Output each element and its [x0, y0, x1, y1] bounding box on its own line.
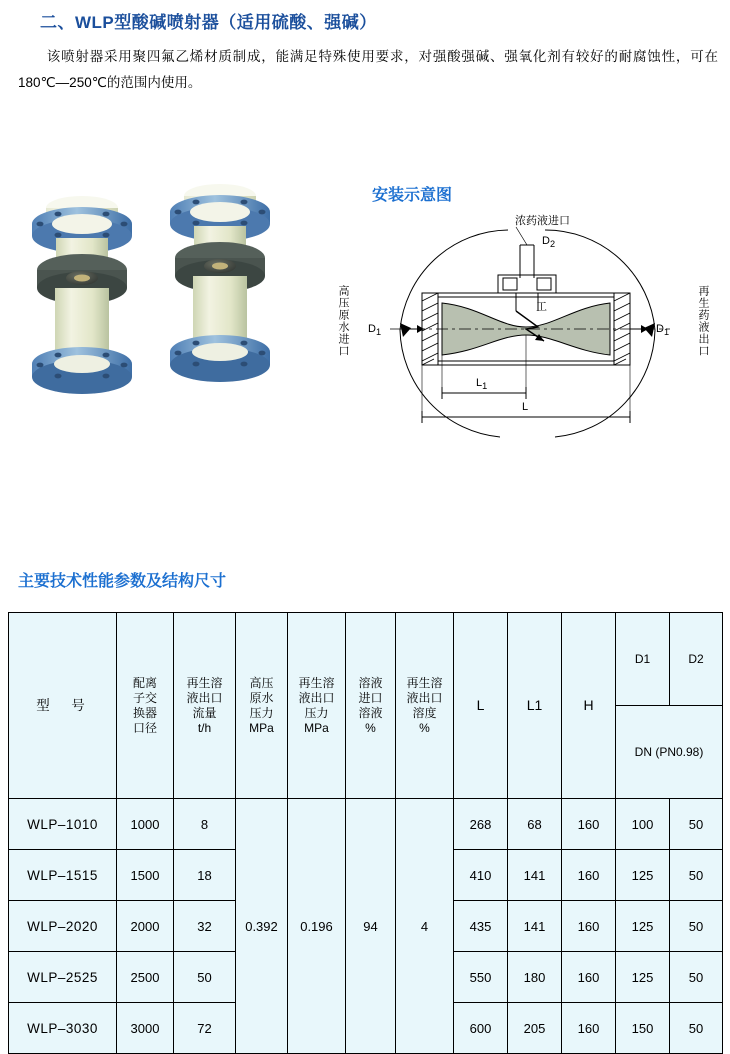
- header-dn: DN (PN0.98): [616, 706, 723, 799]
- label-left-dim-letter: D: [368, 323, 376, 335]
- cell-model: WLP–2525: [9, 952, 117, 1003]
- cell-L: 410: [454, 850, 508, 901]
- table-title: 主要技术性能参数及结构尺寸: [18, 573, 227, 590]
- cell-model: WLP–1515: [9, 850, 117, 901]
- cell-bore: 2500: [117, 952, 174, 1003]
- cell-L1: 141: [508, 850, 562, 901]
- table-header-row: [9, 613, 723, 706]
- header-model: 型 号: [9, 613, 117, 799]
- cell-bore: 2000: [117, 901, 174, 952]
- cell-L1: 180: [508, 952, 562, 1003]
- cell-bore: 1500: [117, 850, 174, 901]
- label-length-l1-letter: L: [476, 377, 483, 389]
- header-H: H: [562, 613, 616, 799]
- specification-table: [8, 612, 723, 1054]
- header-regen-conc: 再生溶 液出口 溶度 %: [396, 613, 454, 799]
- product-photo-illustration: [10, 178, 310, 448]
- cell-L: 600: [454, 1003, 508, 1054]
- cell-flow: 18: [174, 850, 236, 901]
- installation-diagram: [330, 215, 725, 455]
- cell-H: 160: [562, 952, 616, 1003]
- cell-model: WLP–1010: [9, 799, 117, 850]
- cell-regen-press: 0.196: [288, 799, 346, 1054]
- cell-regen-conc: 4: [396, 799, 454, 1054]
- cell-flow: 8: [174, 799, 236, 850]
- label-right-dim-letter: D: [656, 323, 664, 335]
- cell-hp-water: 0.392: [236, 799, 288, 1054]
- label-left-dim-sub: 1: [375, 327, 382, 338]
- cell-D1: 125: [616, 850, 670, 901]
- label-top-inlet-dim: [542, 235, 555, 251]
- header-solution-in: 溶液 进口 溶液 %: [346, 613, 396, 799]
- header-bore: 配离 子交 换器 口径: [117, 613, 174, 799]
- cell-model: WLP–3030: [9, 1003, 117, 1054]
- cell-D2: 50: [670, 952, 723, 1003]
- cell-bore: 3000: [117, 1003, 174, 1054]
- cell-H: 160: [562, 901, 616, 952]
- label-length-l1: [476, 377, 487, 393]
- cell-D2: 50: [670, 850, 723, 901]
- label-left-dim: [368, 323, 381, 339]
- label-top-inlet: 浓药液进口: [515, 215, 570, 227]
- header-regen-press: 再生溶 液出口 压力 MPa: [288, 613, 346, 799]
- diagram-title: 安装示意图: [372, 187, 453, 204]
- cell-D1: 100: [616, 799, 670, 850]
- cell-L1: 68: [508, 799, 562, 850]
- intro-paragraph: [18, 44, 718, 96]
- cell-D1: 125: [616, 952, 670, 1003]
- cell-flow: 72: [174, 1003, 236, 1054]
- cell-L1: 205: [508, 1003, 562, 1054]
- label-length-l: L: [522, 401, 529, 413]
- cell-flow: 32: [174, 901, 236, 952]
- cell-L1: 141: [508, 901, 562, 952]
- cell-flow: 50: [174, 952, 236, 1003]
- label-right-outlet: 再生药液出口: [697, 285, 709, 357]
- header-D1: D1: [616, 613, 670, 706]
- cell-bore: 1000: [117, 799, 174, 850]
- cell-D2: 50: [670, 799, 723, 850]
- label-top-inlet-dim-sub: 2: [549, 239, 556, 250]
- cell-L: 550: [454, 952, 508, 1003]
- cell-D2: 50: [670, 901, 723, 952]
- label-right-dim-sub: 1: [663, 327, 670, 338]
- header-regen-flow: 再生溶 液出口 流量 t/h: [174, 613, 236, 799]
- cell-H: 160: [562, 850, 616, 901]
- label-left-inlet: 高压原水进口: [337, 285, 349, 357]
- cell-D1: 150: [616, 1003, 670, 1054]
- cell-model: WLP–2020: [9, 901, 117, 952]
- cell-H: 160: [562, 799, 616, 850]
- header-L: L: [454, 613, 508, 799]
- table-row: [9, 799, 723, 850]
- cell-H: 160: [562, 1003, 616, 1054]
- label-top-inlet-dim-letter: D: [542, 235, 550, 247]
- product-photo: [10, 178, 310, 448]
- page-title: 二、WLP型酸碱喷射器（适用硫酸、强碱）: [40, 13, 377, 32]
- cell-L: 435: [454, 901, 508, 952]
- header-hp-water: 高压 原水 压力 MPa: [236, 613, 288, 799]
- cell-D1: 125: [616, 901, 670, 952]
- cell-solution-in: 94: [346, 799, 396, 1054]
- header-L1: L1: [508, 613, 562, 799]
- label-length-l1-sub: 1: [482, 381, 488, 392]
- cell-L: 268: [454, 799, 508, 850]
- label-right-dim: [656, 323, 669, 339]
- label-inner-mark: 工: [536, 301, 547, 313]
- header-D2: D2: [670, 613, 723, 706]
- intro-text: 该喷射器采用聚四氟乙烯材质制成，能满足特殊使用要求，对强酸强碱、强氧化剂有较好的耐腐蚀性，可在180℃—250℃的范围内使用。: [18, 49, 718, 90]
- cell-D2: 50: [670, 1003, 723, 1054]
